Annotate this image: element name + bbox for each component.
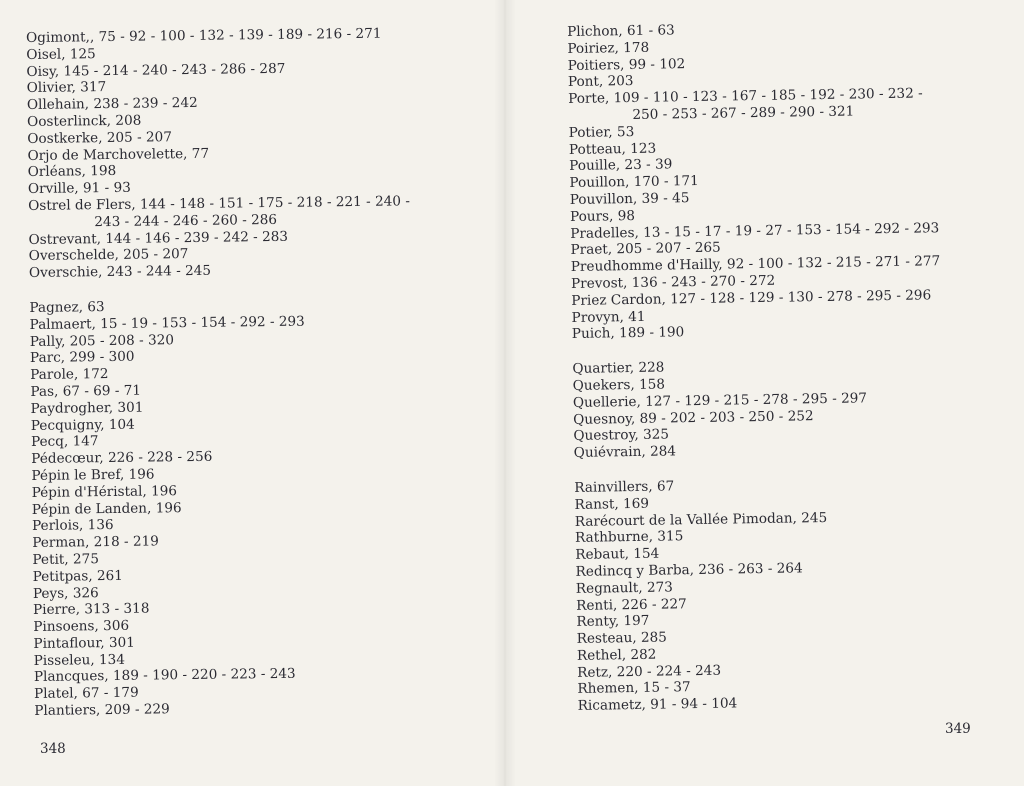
index-entry: Plantiers, 209 - 229 [34, 701, 170, 720]
index-entry: Olivier, 317 [26, 79, 107, 97]
index-entry: Priez Cardon, 127 - 128 - 129 - 130 - 278 - 295 - 296 [571, 287, 932, 309]
index-entry: Pintaflour, 301 [33, 634, 136, 652]
index-entry: Pisseleu, 134 [33, 651, 126, 669]
index-entry: Orléans, 198 [27, 163, 117, 181]
index-entry: Parole, 172 [30, 366, 109, 384]
index-entry: Pours, 98 [569, 207, 636, 225]
index-entry: Perman, 218 - 219 [32, 533, 159, 552]
index-entry: Questroy, 325 [573, 426, 670, 445]
index-entry: Pépin le Bref, 196 [31, 466, 155, 484]
index-entry: Orville, 91 - 93 [27, 179, 131, 198]
index-entry: Redincq y Barba, 236 - 263 - 264 [575, 560, 803, 580]
index-entry: Oosterlinck, 208 [27, 112, 142, 130]
index-entry: Perlois, 136 [31, 517, 114, 535]
index-entry: Pont, 203 [567, 73, 634, 91]
index-entry: Oisy, 145 - 214 - 240 - 243 - 286 - 287 [26, 60, 286, 80]
index-entry: Overschie, 243 - 244 - 245 [28, 262, 212, 282]
index-entry-continuation: 243 - 244 - 246 - 260 - 286 [94, 211, 278, 230]
index-entry: Poitiers, 99 - 102 [567, 55, 686, 74]
index-entry: Pecq, 147 [30, 433, 99, 451]
index-entry: Quiévrain, 284 [573, 443, 677, 462]
index-entry: Quellerie, 127 - 129 - 215 - 278 - 295 - 297 [572, 390, 868, 411]
index-entry: Pierre, 313 - 318 [32, 600, 150, 619]
index-entry: Puich, 189 - 190 [571, 324, 685, 343]
index-entry: Paydrogher, 301 [30, 399, 144, 417]
index-entry: Porte, 109 - 110 - 123 - 167 - 185 - 192 - 230 - 232 - [568, 85, 923, 108]
index-entry: Palmaert, 15 - 19 - 153 - 154 - 292 - 293 [29, 313, 305, 333]
index-entry: Overschelde, 205 - 207 [28, 246, 189, 265]
index-entry: Provyn, 41 [571, 308, 646, 326]
index-entry: Rebaut, 154 [575, 545, 660, 564]
index-entry: Peys, 326 [32, 584, 99, 602]
right-page [505, 0, 1024, 786]
index-entry: Rainvillers, 67 [574, 478, 675, 496]
index-entry: Potier, 53 [568, 123, 635, 141]
index-entry: Potteau, 123 [568, 140, 657, 158]
index-entry: Rathburne, 315 [574, 528, 684, 547]
index-entry: Pradelles, 13 - 15 - 17 - 19 - 27 - 153 - 154 - 292 - 293 [570, 219, 940, 242]
index-entry: Pouillon, 170 - 171 [569, 173, 699, 192]
index-entry: Quartier, 228 [572, 359, 665, 378]
index-entry: Resteau, 285 [576, 629, 667, 648]
index-entry: Praet, 205 - 207 - 265 [570, 239, 721, 259]
index-entry: Pépin d'Héristal, 196 [31, 482, 178, 501]
index-entry: Pouvillon, 39 - 45 [569, 190, 690, 208]
index-entry: Regnault, 273 [575, 579, 673, 597]
index-entry: Ostrevant, 144 - 146 - 239 - 242 - 283 [28, 228, 289, 248]
index-entry: Pas, 67 - 69 - 71 [30, 382, 142, 400]
index-entry: Pecquigny, 104 [30, 416, 135, 434]
index-entry: Ogimont,, 75 - 92 - 100 - 132 - 139 - 189 - 216 - 271 [26, 25, 382, 46]
left-index-column [26, 25, 416, 719]
index-entry: Orjo de Marchovelette, 77 [27, 145, 210, 164]
index-entry: Quekers, 158 [572, 376, 666, 394]
index-entry: Petitpas, 261 [32, 567, 124, 585]
index-entry: Pally, 205 - 208 - 320 [29, 331, 175, 350]
right-index-column [567, 18, 947, 715]
index-entry: Platel, 67 - 179 [34, 684, 139, 703]
index-entry: Ranst, 169 [574, 495, 650, 513]
index-entry: Quesnoy, 89 - 202 - 203 - 250 - 252 [573, 407, 814, 428]
index-entry: Pinsoens, 306 [33, 617, 130, 636]
index-entry: Ollehain, 238 - 239 - 242 [26, 95, 198, 114]
left-page [0, 0, 505, 786]
index-entry: Rethel, 282 [576, 646, 657, 664]
index-entry: Poiriez, 178 [567, 39, 650, 57]
index-entry: Petit, 275 [32, 551, 100, 568]
index-entry-continuation: 250 - 253 - 267 - 289 - 290 - 321 [632, 103, 855, 123]
page-number: 349 [945, 721, 971, 737]
index-entry: Plancques, 189 - 190 - 220 - 223 - 243 [33, 666, 296, 686]
index-entry: Retz, 220 - 224 - 243 [577, 662, 722, 681]
index-entry: Ricametz, 91 - 94 - 104 [577, 695, 738, 715]
index-entry: Renti, 226 - 227 [576, 595, 687, 614]
index-entry: Renty, 197 [576, 613, 650, 631]
index-entry: Pagnez, 63 [29, 299, 105, 316]
index-entry: Pédecœur, 226 - 228 - 256 [31, 448, 213, 468]
index-entry: Plichon, 61 - 63 [567, 22, 675, 40]
index-entry: Ostrel de Flers, 144 - 148 - 151 - 175 - 218 - 221 - 240 - [28, 193, 410, 214]
index-entry: Oostkerke, 205 - 207 [27, 129, 173, 147]
index-entry: Pouille, 23 - 39 [569, 156, 673, 175]
index-entry: Prevost, 136 - 243 - 270 - 272 [570, 272, 776, 292]
index-entry: Oisel, 125 [26, 45, 96, 63]
index-entry: Parc, 299 - 300 [29, 349, 135, 367]
page-number: 348 [40, 741, 66, 757]
index-entry: Preudhomme d'Hailly, 92 - 100 - 132 - 215 - 271 - 277 [570, 253, 941, 276]
index-entry: Rarécourt de la Vallée Pimodan, 245 [574, 509, 828, 530]
index-entry: Pépin de Landen, 196 [31, 499, 182, 518]
index-entry: Rhemen, 15 - 37 [577, 679, 691, 698]
